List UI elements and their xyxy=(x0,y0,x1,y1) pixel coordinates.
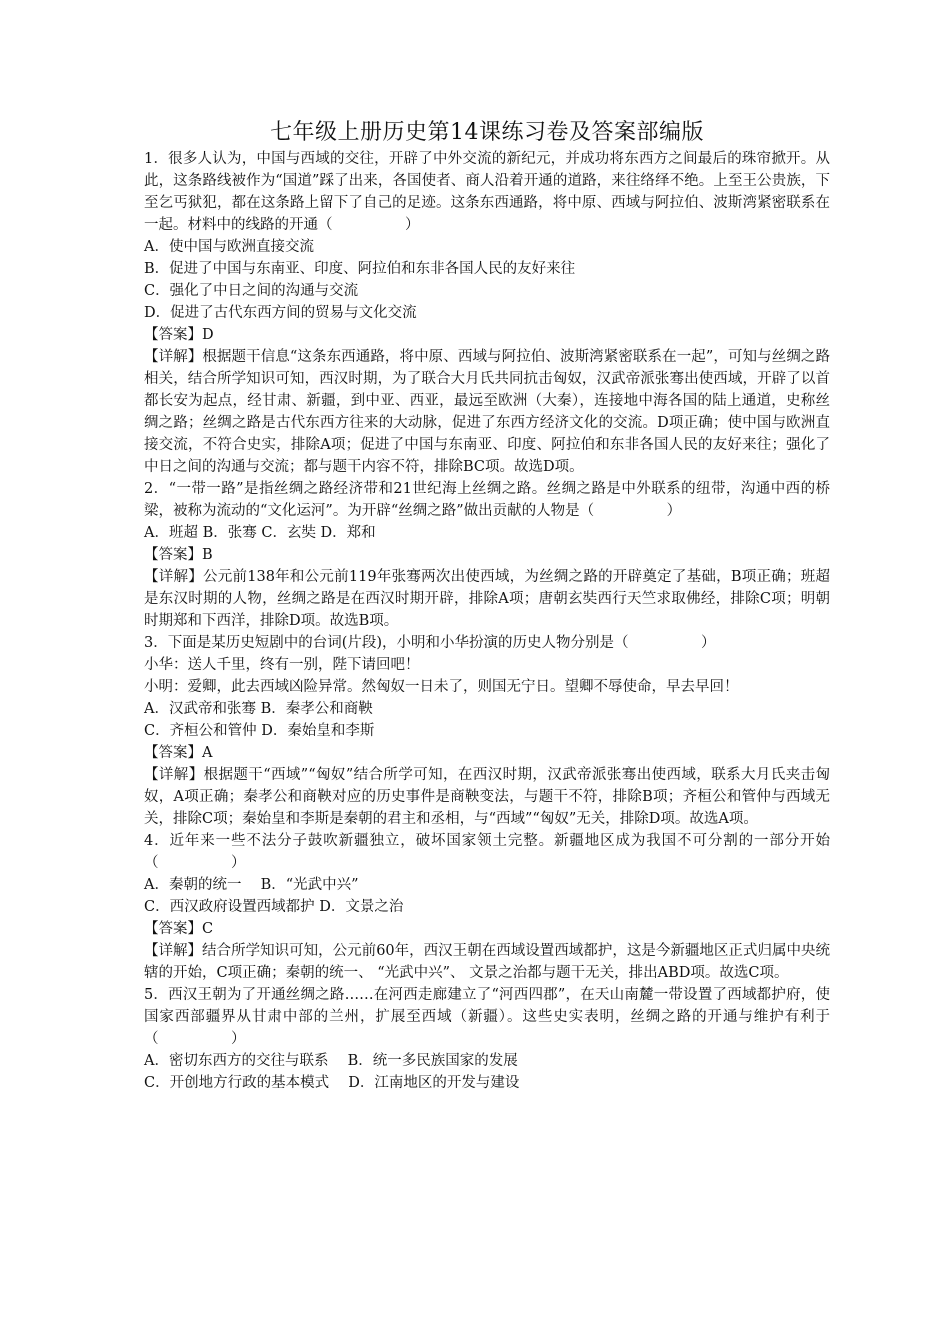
question-stem: 3．下面是某历史短剧中的台词(片段)，小明和小华扮演的历史人物分别是（ ） xyxy=(144,635,716,651)
option-a: A．使中国与欧洲直接交流 xyxy=(144,239,314,255)
answer: 【答案】D xyxy=(144,327,214,343)
question-stem: 1．很多人认为，中国与西域的交往，开辟了中外交流的新纪元，并成功将东西方之间最后的珠帘掀开。从此，这条路线被作为“国道”踩了出来，各国使者、商人沿着开通的道路，来往络绎不绝。上至王公贵族，下至乞丐狱犯，都在这条路上留下了自己的足迹。这条东西通路，将中原、西域与阿拉伯、波斯湾紧密联系在一起。材料中的线路的开通（ ） xyxy=(144,151,830,233)
options-line: A．班超 B．张骞 C．玄奘 D．郑和 xyxy=(144,525,376,541)
question-1 xyxy=(144,148,830,478)
dialogue-line: 小华：送人千里，终有一别，陛下请回吧！ xyxy=(144,657,420,673)
answer: 【答案】C xyxy=(144,921,214,937)
option-d: D．促进了古代东西方间的贸易与文化交流 xyxy=(144,305,417,321)
option-c: C．强化了中日之间的沟通与交流 xyxy=(144,283,359,299)
document-title: 七年级上册历史第14课练习卷及答案部编版 xyxy=(270,120,704,145)
question-5 xyxy=(144,984,830,1094)
options-line: C．齐桓公和管仲 D．秦始皇和李斯 xyxy=(144,723,375,739)
explanation: 【详解】根据题干“西域”“匈奴”结合所学可知，在西汉时期，汉武帝派张骞出使西域，联系大月氏夹击匈奴，A项正确；秦孝公和商鞅对应的历史事件是商鞅变法，与题干不符，排除B项；齐桓公和管仲与西域无关，排除C项；秦始皇和李斯是秦朝的君主和丞相，与“西域”“匈奴”无关，排除D项。故选A项。 xyxy=(144,767,830,827)
question-3 xyxy=(144,632,830,830)
question-stem: 2．“一带一路”是指丝绸之路经济带和21世纪海上丝绸之路。丝绸之路是中外联系的纽带，沟通中西的桥梁，被称为流动的“文化运河”。为开辟“丝绸之路”做出贡献的人物是（ ） xyxy=(144,481,830,519)
options-line: A．汉武帝和张骞 B．秦孝公和商鞅 xyxy=(144,701,373,717)
option-b: B．促进了中国与东南亚、印度、阿拉伯和东非各国人民的友好来往 xyxy=(144,261,576,277)
answer: 【答案】A xyxy=(144,745,213,761)
options-line: A．秦朝的统一 B．“光武中兴” xyxy=(144,877,359,893)
explanation: 【详解】根据题干信息“这条东西通路，将中原、西域与阿拉伯、波斯湾紧密联系在一起”，可知与丝绸之路相关，结合所学知识可知，西汉时期，为了联合大月氏共同抗击匈奴，汉武帝派张骞出使西域，开辟了以首都长安为起点，经甘肃、新疆，到中亚、西亚，最远至欧洲（大秦），连接地中海各国的陆上通道，史称丝绸之路；丝绸之路是古代东西方往来的大动脉，促进了东西方经济文化的交流。D项正确；使中国与欧洲直接交流，不符合史实，排除A项；促进了中国与东南亚、印度、阿拉伯和东非各国人民的友好来往；强化了中日之间的沟通与交流；都与题干内容不符，排除BC项。故选D项。 xyxy=(144,349,830,475)
options-line: C．西汉政府设置西域都护 D．文景之治 xyxy=(144,899,404,915)
question-stem: 4．近年来一些不法分子鼓吹新疆独立，破坏国家领土完整。新疆地区成为我国不可分割的一部分开始（ ） xyxy=(144,833,830,871)
dialogue-line: 小明：爱卿，此去西域凶险异常。然匈奴一日未了，则国无宁日。望卿不辱使命，早去早回！ xyxy=(144,679,739,695)
options-line: A．密切东西方的交往与联系 B．统一多民族国家的发展 xyxy=(144,1053,518,1069)
answer: 【答案】B xyxy=(144,547,213,563)
explanation: 【详解】结合所学知识可知，公元前60年，西汉王朝在西域设置西域都护，这是今新疆地区正式归属中央统辖的开始，C项正确；秦朝的统一、 “光武中兴”、 文景之治都与题干无关，排出ABD项。故选C项。 xyxy=(144,943,830,981)
question-2 xyxy=(144,478,830,632)
options-line: C．开创地方行政的基本模式 D．江南地区的开发与建设 xyxy=(144,1075,520,1091)
question-stem: 5．西汉王朝为了开通丝绸之路……在河西走廊建立了“河西四郡”，在天山南麓一带设置了西域都护府，使国家西部疆界从甘肃中部的兰州，扩展至西域（新疆）。这些史实表明，丝绸之路的开通与维护有利于（ ） xyxy=(144,987,830,1047)
question-4 xyxy=(144,830,830,984)
explanation: 【详解】公元前138年和公元前119年张骞两次出使西域，为丝绸之路的开辟奠定了基础，B项正确；班超是东汉时期的人物，丝绸之路是在西汉时期开辟，排除A项；唐朝玄奘西行天竺求取佛经，排除C项；明朝时期郑和下西洋，排除D项。故选B项。 xyxy=(144,569,830,629)
